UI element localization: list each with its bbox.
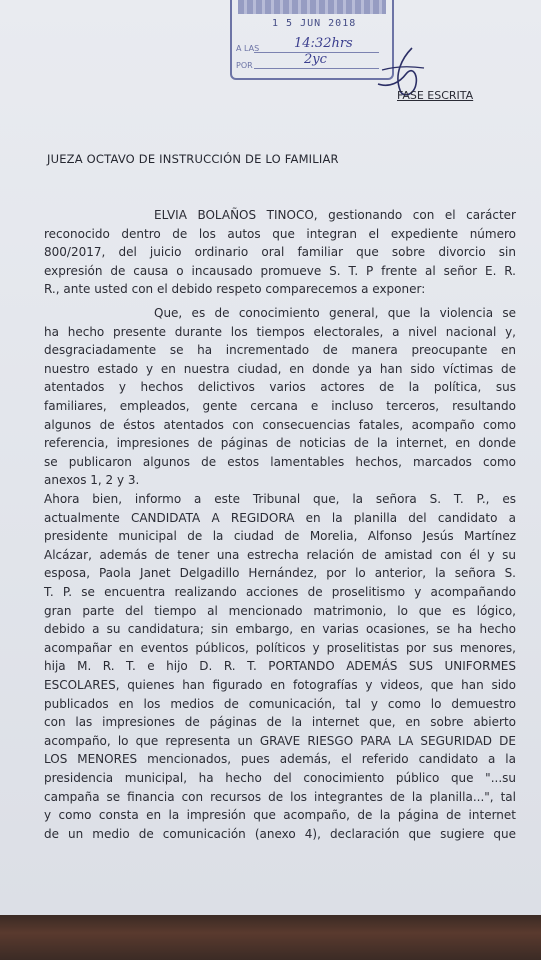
paragraph-line: actualmente CANDIDATA A REGIDORA en la planilla del candidato a — [44, 510, 516, 525]
stamp-label-by: POR — [236, 61, 253, 70]
paragraph-line: nuestro estado y en nuestra ciudad, en donde ya han sido víctimas de — [44, 361, 516, 376]
paragraph-line: referencia, impresiones de páginas de noticias de la internet, en donde — [44, 436, 516, 451]
paragraph-line: debido a su candidatura; sin embargo, en varias ocasiones, se ha hecho — [44, 622, 516, 637]
paragraph-line: ha hecho presente durante los tiempos electorales, a nivel nacional y, — [44, 324, 516, 339]
paragraph-line: Que, es de conocimiento general, que la violencia se — [154, 306, 516, 320]
addressee-heading: JUEZA OCTAVO DE INSTRUCCIÓN DE LO FAMILIAR — [47, 152, 339, 166]
paragraph-line: y como consta en la impresión que acompaño, de la página de internet — [44, 808, 516, 823]
desk-surface — [0, 915, 541, 960]
paragraph-line: se publicaron algunos de estos lamentables hechos, marcados como — [44, 454, 516, 469]
stamp-date: 1 5 JUN 2018 — [272, 18, 357, 29]
paragraph-line: Alcázar, además de tener una estrecha relación de amistad con él y su — [44, 547, 516, 562]
paragraph-line: con las impresiones de páginas de la internet que, en sobre abierto — [44, 715, 516, 730]
paragraph-line: reconocido dentro de los autos que integran el expediente número — [44, 226, 516, 241]
stamp-by: 2yc — [304, 52, 327, 67]
stamp-hour: 14:32hrs — [294, 36, 353, 51]
paragraph-line: publicados en los medios de comunicación, tal y como lo demuestro — [44, 696, 516, 711]
received-stamp — [230, 0, 394, 80]
paragraph-line: algunos de éstos atentados con consecuencias fatales, acompaño como — [44, 417, 516, 432]
paragraph-3 — [44, 490, 516, 843]
paragraph-line: desgraciadamente se ha incrementado de manera preocupante en — [44, 343, 516, 358]
paragraph-line: R., ante usted con el debido respeto comparecemos a exponer: — [44, 282, 426, 297]
paragraph-line: expresión de causa o incausado promueve S. T. P frente al señor E. R. — [44, 263, 516, 278]
paragraph-line: T. P. se encuentra realizando acciones de proselitismo y acompañando — [44, 584, 516, 599]
paragraph-line: ELVIA BOLAÑOS TINOCO, gestionando con el carácter — [154, 208, 516, 222]
paragraph-line: campaña se financia con recursos de los integrantes de la planilla...", tal — [44, 789, 516, 804]
paragraph-line: acompaño, lo que representa un GRAVE RIESGO PARA LA SEGURIDAD DE — [44, 733, 516, 748]
paragraph-line: hija M. R. T. e hijo D. R. T. PORTANDO ADEMÁS SUS UNIFORMES — [44, 659, 516, 674]
paragraph-line: presidente municipal de la ciudad de Morelia, Alfonso Jesús Martínez — [44, 529, 516, 544]
paragraph-line: de un medio de comunicación (anexo 4), declaración que sugiere que — [44, 826, 516, 841]
paragraph-line: familiares, empleados, gente cercana e incluso terceros, resultando — [44, 398, 516, 413]
paragraph-line: ESCOLARES, quienes han figurado en fotografías y videos, que han sido — [44, 677, 516, 692]
paragraph-line: anexos 1, 2 y 3. — [44, 473, 140, 488]
paragraph-line: atentados y hechos delictivos varios actores de la política, sus — [44, 380, 516, 395]
paragraph-line: Ahora bien, informo a este Tribunal que, la señora S. T. P., es — [44, 492, 516, 506]
stamp-line-by — [254, 68, 379, 69]
paragraph-line: LOS MENORES mencionados, pues además, el referido candidato a la — [44, 752, 516, 767]
stamp-title — [238, 0, 386, 14]
paragraph-line: 800/2017, del juicio ordinario oral familiar que sobre divorcio sin — [44, 245, 516, 260]
paragraph-line: presidencia municipal, ha hecho del conocimiento público que "...su — [44, 770, 516, 785]
paragraph-1 — [44, 206, 516, 299]
paragraph-line: esposa, Paola Janet Delgadillo Hernández, por lo anterior, la señora S. — [44, 566, 516, 581]
paragraph-2 — [44, 304, 516, 490]
stamp-label-hour: A LAS — [236, 44, 260, 53]
paragraph-line: acompañar en eventos públicos, políticos y proselitistas por sus menores, — [44, 640, 516, 655]
phase-label: FASE ESCRITA — [397, 89, 474, 102]
paragraph-line: gran parte del tiempo al mencionado matrimonio, lo que es lógico, — [44, 603, 516, 618]
